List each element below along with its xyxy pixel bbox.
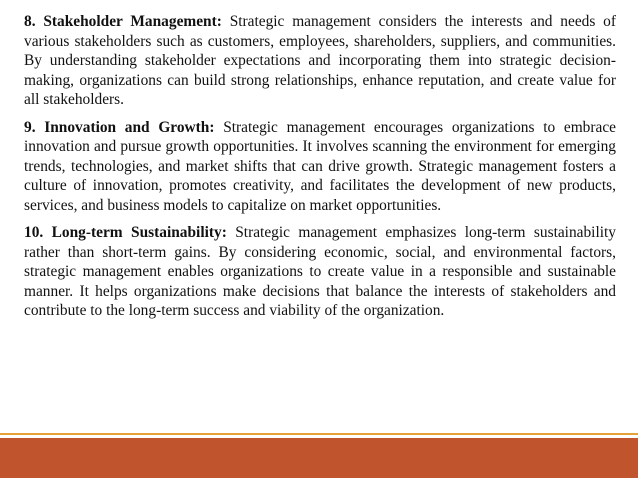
paragraph-heading: 8. Stakeholder Management: (24, 13, 222, 30)
accent-divider-line (0, 433, 638, 435)
footer-band (0, 438, 638, 478)
paragraph-body: Strategic management emphasizes long-term sustainability rather than short-term gains. By considering economic, social, and environmental factors, strategic management enables organizations to create value in a responsible and sustainable manner. It helps organizations make decisions that balance the interests of stakeholders and contribute to the long-term success and viability of the organization. (24, 224, 616, 319)
paragraph-heading: 10. Long-term Sustainability: (24, 224, 227, 241)
slide-content (24, 12, 616, 329)
paragraph-long-term-sustainability (24, 223, 616, 321)
paragraph-stakeholder-management (24, 12, 616, 110)
paragraph-body: Strategic management considers the interests and needs of various stakeholders such as customers, employees, shareholders, suppliers, and communities. By understanding stakeholder expectations and incorporating them into strategic decision-making, organizations can build strong relationships, enhance reputation, and create value for all stakeholders. (24, 13, 616, 108)
paragraph-body: Strategic management encourages organizations to embrace innovation and pursue growth opportunities. It involves scanning the environment for emerging trends, technologies, and market shifts that can drive growth. Strategic management fosters a culture of innovation, promotes creativity, and facilitates the development of new products, services, and business models to capitalize on market opportunities. (24, 118, 616, 214)
paragraph-heading: 9. Innovation and Growth: (24, 118, 215, 136)
paragraph-innovation-and-growth (24, 118, 616, 216)
